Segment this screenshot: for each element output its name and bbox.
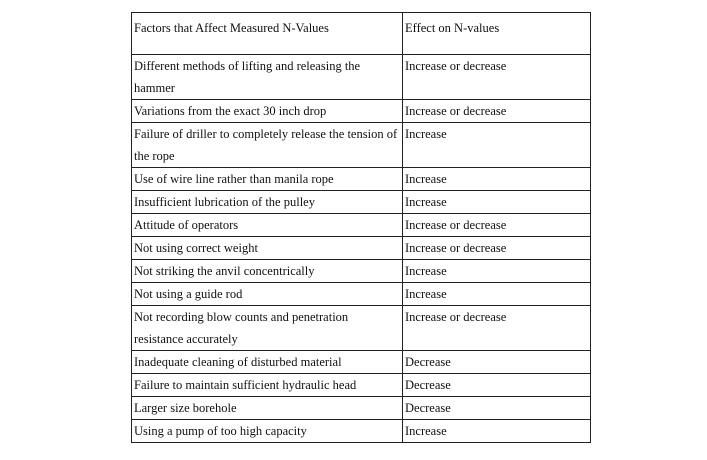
factor-cell: Not striking the anvil concentrically [132, 260, 403, 283]
factor-cell: Inadequate cleaning of disturbed material [132, 351, 403, 374]
effect-cell: Increase [403, 191, 591, 214]
effect-cell: Increase or decrease [403, 100, 591, 123]
table-row [132, 351, 591, 374]
n-value-factors-table [131, 12, 591, 443]
n-value-factors-table-container [131, 12, 590, 443]
table-row [132, 397, 591, 420]
table-row [132, 55, 591, 100]
effect-cell: Decrease [403, 397, 591, 420]
effect-cell: Increase or decrease [403, 214, 591, 237]
table-row [132, 306, 591, 351]
effect-cell: Increase or decrease [403, 237, 591, 260]
table-row [132, 374, 591, 397]
effect-cell: Decrease [403, 351, 591, 374]
factor-cell: Insufficient lubrication of the pulley [132, 191, 403, 214]
header-factors: Factors that Affect Measured N-Values [132, 13, 403, 55]
table-row [132, 283, 591, 306]
effect-cell: Increase [403, 260, 591, 283]
factor-cell: Not using correct weight [132, 237, 403, 260]
factor-cell: Larger size borehole [132, 397, 403, 420]
table-row [132, 214, 591, 237]
factor-cell: Attitude of operators [132, 214, 403, 237]
factor-cell: Variations from the exact 30 inch drop [132, 100, 403, 123]
table-row [132, 420, 591, 443]
factor-cell: Different methods of lifting and releasing the hammer [132, 55, 403, 100]
effect-cell: Increase [403, 283, 591, 306]
table-row [132, 168, 591, 191]
table-row [132, 100, 591, 123]
table-row [132, 237, 591, 260]
effect-cell: Increase or decrease [403, 306, 591, 351]
effect-cell: Increase or decrease [403, 55, 591, 100]
table-row [132, 191, 591, 214]
table-body [132, 55, 591, 443]
factor-cell: Failure of driller to completely release the tension of the rope [132, 123, 403, 168]
effect-cell: Increase [403, 420, 591, 443]
factor-cell: Not using a guide rod [132, 283, 403, 306]
effect-cell: Decrease [403, 374, 591, 397]
table-header-row [132, 13, 591, 55]
factor-cell: Using a pump of too high capacity [132, 420, 403, 443]
header-effect: Effect on N-values [403, 13, 591, 55]
factor-cell: Use of wire line rather than manila rope [132, 168, 403, 191]
table-row [132, 260, 591, 283]
factor-cell: Not recording blow counts and penetration resistance accurately [132, 306, 403, 351]
table-row [132, 123, 591, 168]
effect-cell: Increase [403, 168, 591, 191]
effect-cell: Increase [403, 123, 591, 168]
factor-cell: Failure to maintain sufficient hydraulic head [132, 374, 403, 397]
